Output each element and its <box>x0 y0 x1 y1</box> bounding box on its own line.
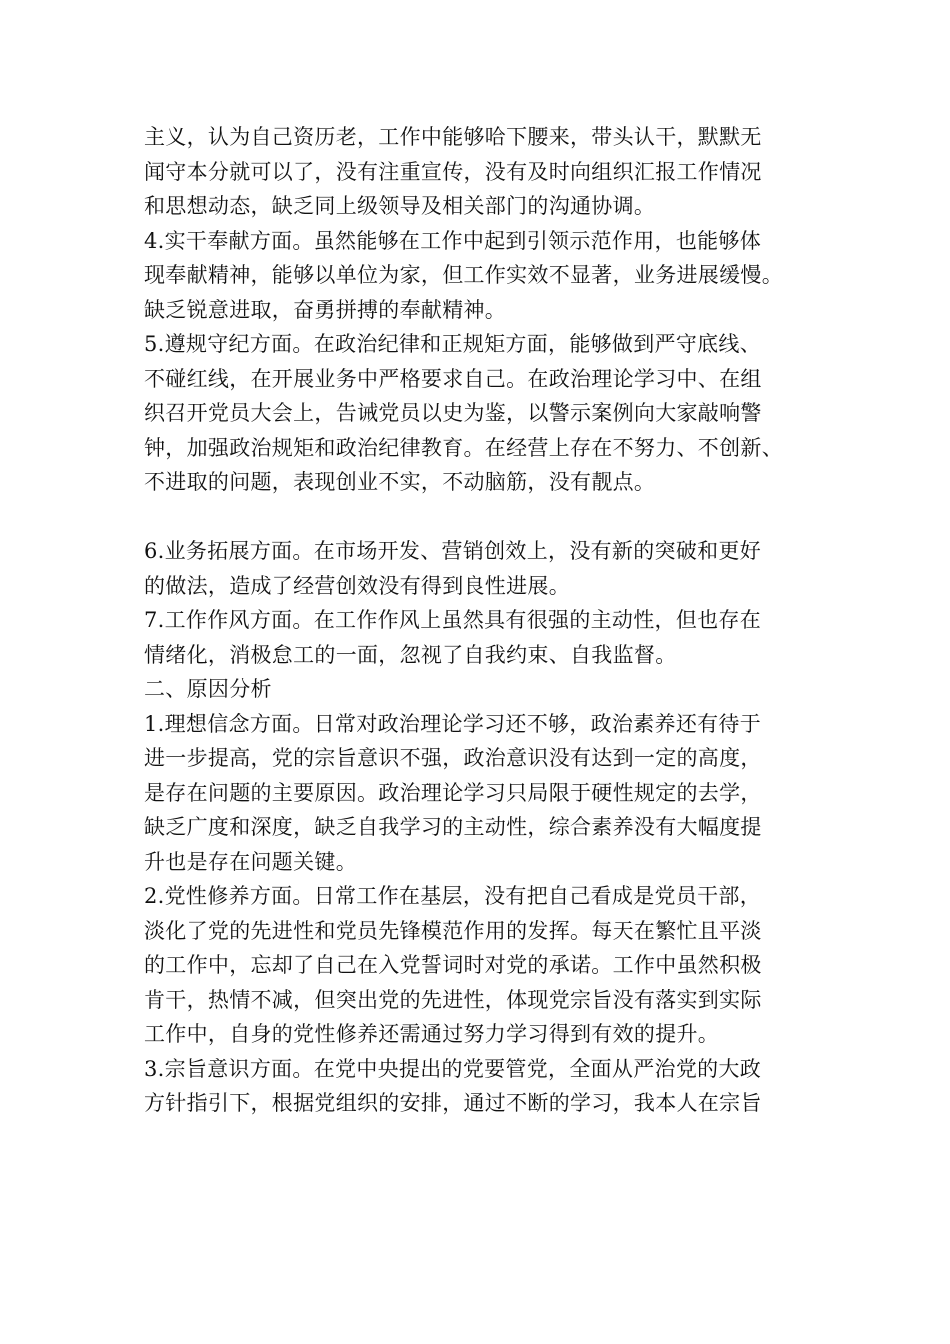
text-line: 缺乏广度和深度，缺乏自我学习的主动性，综合素养没有大幅度提 <box>144 815 762 839</box>
text-line: 不碰红线，在开展业务中严格要求自己。在政治理论学习中、在组 <box>144 366 762 391</box>
section-heading: 二、原因分析 <box>144 677 272 701</box>
text-line: 1.理想信念方面。日常对政治理论学习还不够，政治素养还有待于 <box>144 711 762 736</box>
text-line: 的工作中，忘却了自己在入党誓词时对党的承诺。工作中虽然积极 <box>144 953 762 977</box>
text-line: 闻守本分就可以了，没有注重宣传，没有及时向组织汇报工作情况 <box>144 159 762 184</box>
text-line: 淡化了党的先进性和党员先锋模范作用的发挥。每天在繁忙且平淡 <box>144 918 762 943</box>
text-line: 2.党性修养方面。日常工作在基层，没有把自己看成是党员干部， <box>144 884 762 908</box>
text-line: 5.遵规守纪方面。在政治纪律和正规矩方面，能够做到严守底线、 <box>144 332 762 356</box>
text-line: 7.工作作风方面。在工作作风上虽然具有很强的主动性，但也存在 <box>144 608 762 632</box>
text-line: 的做法，造成了经营创效没有得到良性进展。 <box>144 573 570 598</box>
text-line: 钟，加强政治规矩和政治纪律教育。在经营上存在不努力、不创新、 <box>144 435 783 460</box>
text-line: 6.业务拓展方面。在市场开发、营销创效上，没有新的突破和更好 <box>144 539 762 563</box>
text-line: 主义，认为自己资历老，工作中能够哈下腰来，带头认干，默默无 <box>144 125 762 149</box>
text-line: 织召开党员大会上，告诫党员以史为鉴，以警示案例向大家敲响警 <box>144 401 762 425</box>
document-body <box>144 120 844 1121</box>
text-line: 3.宗旨意识方面。在党中央提出的党要管党，全面从严治党的大政 <box>144 1056 762 1081</box>
text-line: 和思想动态，缺乏同上级领导及相关部门的沟通协调。 <box>144 194 656 218</box>
text-line: 升也是存在问题关键。 <box>144 849 357 874</box>
text-line: 方针指引下，根据党组织的安排，通过不断的学习，我本人在宗旨 <box>144 1091 762 1115</box>
text-line: 缺乏锐意进取，奋勇拼搏的奉献精神。 <box>144 297 507 322</box>
text-line: 情绪化，消极怠工的一面，忽视了自我约束、自我监督。 <box>144 642 677 667</box>
text-line: 不进取的问题，表现创业不实，不动脑筋，没有靓点。 <box>144 470 656 494</box>
text-line: 现奉献精神，能够以单位为家，但工作实效不显著，业务进展缓慢。 <box>144 263 783 287</box>
text-line: 肯干，热情不减，但突出党的先进性，体现党宗旨没有落实到实际 <box>144 987 762 1012</box>
text-line: 是存在问题的主要原因。政治理论学习只局限于硬性规定的去学， <box>144 780 762 805</box>
text-line: 工作中，自身的党性修养还需通过努力学习得到有效的提升。 <box>144 1022 720 1046</box>
text-line: 进一步提高，党的宗旨意识不强，政治意识没有达到一定的高度， <box>144 746 762 770</box>
text-line: 4.实干奉献方面。虽然能够在工作中起到引领示范作用，也能够体 <box>144 228 762 253</box>
paragraph-gap <box>144 500 844 535</box>
